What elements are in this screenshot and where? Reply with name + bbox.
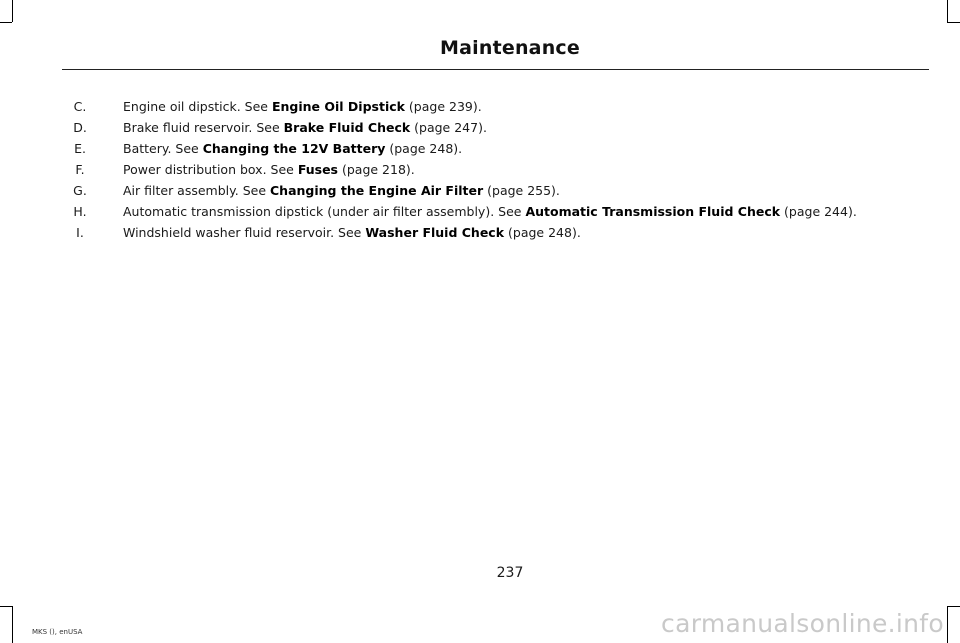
crop-mark-bottom-right-vertical xyxy=(947,606,948,643)
cross-reference-link[interactable]: Changing the 12V Battery xyxy=(202,141,386,156)
item-letter: C. xyxy=(73,99,87,114)
list-item xyxy=(62,117,922,138)
crop-mark-top-right-horizontal xyxy=(947,22,960,23)
legend-item-list xyxy=(62,96,922,243)
list-item xyxy=(62,138,922,159)
crop-mark-bottom-right-horizontal xyxy=(947,606,960,607)
item-text: Air filter assembly. See Changing the Engine Air Filter (page 255). xyxy=(123,183,560,198)
item-letter: H. xyxy=(73,204,87,219)
cross-reference-link[interactable]: Changing the Engine Air Filter xyxy=(270,183,484,198)
crop-mark-top-left-horizontal xyxy=(0,22,12,23)
item-letter: G. xyxy=(73,183,87,198)
cross-reference-link[interactable]: Automatic Transmission Fluid Check xyxy=(525,204,781,219)
list-item xyxy=(62,159,922,180)
item-text: Brake fluid reservoir. See Brake Fluid Check (page 247). xyxy=(123,120,487,135)
list-item xyxy=(62,180,922,201)
list-item xyxy=(62,201,922,222)
item-text: Power distribution box. See Fuses (page 218). xyxy=(123,162,415,177)
item-text: Automatic transmission dipstick (under air filter assembly). See Automatic Transmission Fluid Check (page 244). xyxy=(123,204,857,219)
cross-reference-link[interactable]: Fuses xyxy=(297,162,338,177)
crop-mark-top-right-vertical xyxy=(947,0,948,22)
cross-reference-link[interactable]: Washer Fluid Check xyxy=(365,225,505,240)
list-item xyxy=(62,96,922,117)
crop-mark-bottom-left-vertical xyxy=(12,606,13,643)
item-letter: F. xyxy=(75,162,85,177)
document-code: MKS (), enUSA xyxy=(32,628,83,636)
page-number: 237 xyxy=(496,565,524,581)
item-letter: E. xyxy=(74,141,86,156)
item-text: Battery. See Changing the 12V Battery (page 248). xyxy=(123,141,463,156)
list-item xyxy=(62,222,922,243)
header-divider xyxy=(62,69,929,70)
cross-reference-link[interactable]: Engine Oil Dipstick xyxy=(271,99,405,114)
item-text: Windshield washer fluid reservoir. See Washer Fluid Check (page 248). xyxy=(123,225,581,240)
page-title: Maintenance xyxy=(440,37,580,59)
item-text: Engine oil dipstick. See Engine Oil Dipstick (page 239). xyxy=(123,99,482,114)
crop-mark-top-left-vertical xyxy=(12,0,13,22)
cross-reference-link[interactable]: Brake Fluid Check xyxy=(283,120,411,135)
item-letter: I. xyxy=(76,225,84,240)
crop-mark-bottom-left-horizontal xyxy=(0,606,12,607)
item-letter: D. xyxy=(73,120,87,135)
watermark: carmanualsonline.info xyxy=(661,609,944,638)
